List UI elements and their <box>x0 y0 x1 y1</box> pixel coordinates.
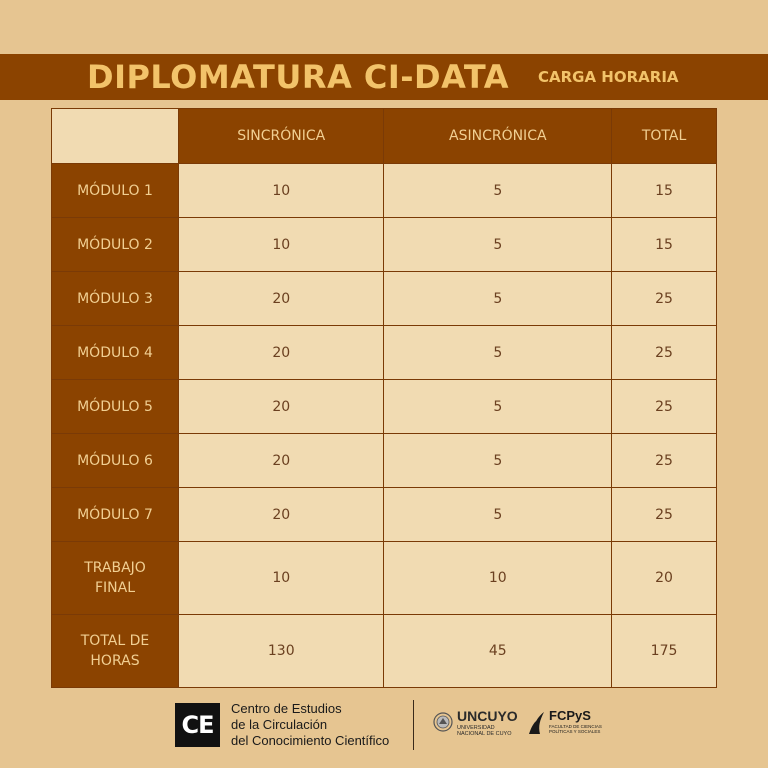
table-row <box>52 326 717 380</box>
row-label <box>52 542 179 615</box>
cell-asincronica: 45 <box>384 615 612 688</box>
cell-sincronica: 10 <box>179 542 384 615</box>
corner-cell <box>52 109 179 164</box>
table-row <box>52 434 717 488</box>
page-subtitle: CARGA HORARIA <box>538 68 679 86</box>
fcpys-logo-icon <box>528 710 546 736</box>
cell-asincronica: 5 <box>384 380 612 434</box>
row-label: MÓDULO 1 <box>52 164 179 218</box>
cell-total: 25 <box>612 326 717 380</box>
table-row <box>52 615 717 688</box>
cell-asincronica: 5 <box>384 272 612 326</box>
fcpys-sub-line: POLÍTICAS Y SOCIALES <box>549 729 601 734</box>
column-header-total: TOTAL <box>612 109 717 164</box>
footer-divider <box>413 700 414 750</box>
table-row <box>52 380 717 434</box>
page-title: DIPLOMATURA CI-DATA <box>87 58 509 96</box>
uncuyo-seal-icon <box>433 711 453 733</box>
row-label-line: FINAL <box>94 580 136 596</box>
table-header-row <box>52 109 717 164</box>
table-row <box>52 542 717 615</box>
row-label-line: TOTAL DE <box>80 633 150 649</box>
cell-asincronica: 5 <box>384 326 612 380</box>
column-header-sincronica: SINCRÓNICA <box>179 109 384 164</box>
footer-logos <box>0 696 768 756</box>
table-row <box>52 164 717 218</box>
row-label: MÓDULO 7 <box>52 488 179 542</box>
cell-total: 25 <box>612 488 717 542</box>
uncuyo-subtitle <box>457 725 512 737</box>
cell-asincronica: 10 <box>384 542 612 615</box>
cell-asincronica: 5 <box>384 218 612 272</box>
cell-total: 175 <box>612 615 717 688</box>
cell-sincronica: 130 <box>179 615 384 688</box>
ce-institution-name <box>231 701 389 749</box>
cell-asincronica: 5 <box>384 164 612 218</box>
row-label-line: HORAS <box>90 653 140 669</box>
cell-total: 20 <box>612 542 717 615</box>
cell-total: 25 <box>612 272 717 326</box>
hours-table <box>51 108 717 688</box>
row-label-line: TRABAJO <box>84 560 146 576</box>
cell-asincronica: 5 <box>384 488 612 542</box>
row-label: MÓDULO 4 <box>52 326 179 380</box>
row-label: MÓDULO 3 <box>52 272 179 326</box>
row-label: MÓDULO 5 <box>52 380 179 434</box>
cell-total: 15 <box>612 164 717 218</box>
table-row <box>52 218 717 272</box>
cell-total: 15 <box>612 218 717 272</box>
row-label <box>52 615 179 688</box>
fcpys-name: FCPyS <box>549 708 591 723</box>
cell-sincronica: 10 <box>179 164 384 218</box>
cell-sincronica: 10 <box>179 218 384 272</box>
fcpys-sub-line: FACULTAD DE CIENCIAS <box>549 724 602 729</box>
cell-total: 25 <box>612 434 717 488</box>
ce-line: de la Circulación <box>231 717 328 732</box>
row-label: MÓDULO 6 <box>52 434 179 488</box>
uncuyo-name: UNCUYO <box>457 708 518 724</box>
cell-sincronica: 20 <box>179 488 384 542</box>
row-label: MÓDULO 2 <box>52 218 179 272</box>
cell-asincronica: 5 <box>384 434 612 488</box>
cell-sincronica: 20 <box>179 380 384 434</box>
cell-total: 25 <box>612 380 717 434</box>
ce-logo: CE <box>175 703 220 747</box>
ce-line: del Conocimiento Científico <box>231 733 390 748</box>
uncuyo-sub-line: UNIVERSIDAD <box>457 725 495 731</box>
cell-sincronica: 20 <box>179 434 384 488</box>
table-row <box>52 488 717 542</box>
table-row <box>52 272 717 326</box>
uncuyo-sub-line: NACIONAL DE CUYO <box>457 731 512 737</box>
column-header-asincronica: ASINCRÓNICA <box>384 109 612 164</box>
fcpys-subtitle <box>549 724 602 734</box>
cell-sincronica: 20 <box>179 272 384 326</box>
cell-sincronica: 20 <box>179 326 384 380</box>
ce-line: Centro de Estudios <box>231 701 342 716</box>
